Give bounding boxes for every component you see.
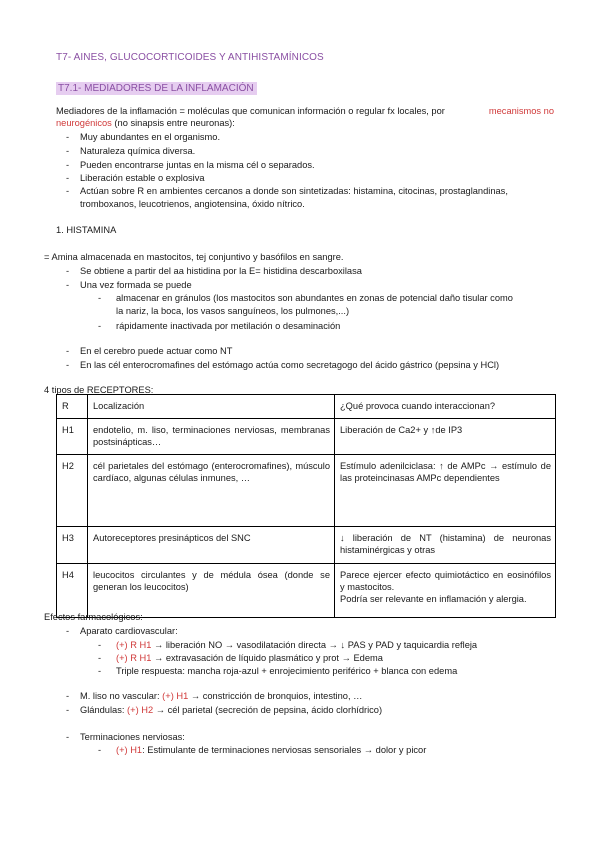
bullet-dash: - [66,360,70,370]
receptores-table [56,394,556,618]
efecto-highlight: (+) H1 [162,691,189,701]
efecto-cardio-2 [116,652,383,664]
efecto-cardio-3: Triple respuesta: mancha roja-azul + enrojecimiento periférico + blanca con edema [116,666,458,676]
efecto-highlight: (+) R H1 [116,640,152,650]
bullet-dash: - [66,173,70,183]
receptor-effect: Estímulo adenilciclasa: ↑ de AMPc → estímulo de las proteincinasas AMPc dependientes [335,455,556,527]
receptor-effect: Liberación de Ca2+ y ↑de IP3 [335,419,556,455]
efecto-highlight: (+) H2 [127,705,154,715]
sub-bullet-dash: - [98,666,102,676]
sub-bullet-dash: - [98,293,102,303]
bullet-dash: - [66,346,70,356]
efecto-text: → extravasación de líquido plasmático y prot → Edema [153,653,383,663]
bullet-dash: - [66,186,70,196]
efecto-text: → liberación NO → vasodilatación directa → ↓ PAS y PAD y taquicardia refleja [153,640,478,650]
receptor-location: endotelio, m. liso, terminaciones nerviosas, membranas postsinápticas… [88,419,335,455]
efecto-highlight: (+) H1 [116,745,143,755]
intro-bullet-continuation: tromboxanos, leucotrienos, angiotensina, óxido nítrico. [80,199,305,209]
receptor-name: H3 [57,527,88,564]
receptor-location: leucocitos circulantes y de médula ósea (donde se generan los leucocitos) [88,564,335,618]
receptor-location: cél parietales del estómago (enterocromafines), músculo cardíaco, algunas células inmunes, … [88,455,335,527]
efecto-text: Glándulas: [80,705,125,715]
efecto-text: → constricción de bronquios, intestino, … [190,691,363,701]
efecto-highlight: (+) R H1 [116,653,152,663]
histamina-bullet: En el cerebro puede actuar como NT [80,346,233,356]
bullet-dash: - [66,132,70,142]
efecto-cardio-1 [116,639,477,651]
intro-text: Mediadores de la inflamación = moléculas que comunican información o regular fx locales, por [56,106,445,116]
histamina-sub-bullet: almacenar en gránulos (los mastocitos son abundantes en zonas de potencial daño tisular como [116,293,513,303]
table-header-row [57,395,556,419]
efectos-heading: Efectos farmacológicos: [44,612,143,622]
receptor-effect: Parece ejercer efecto quimiotáctico en eosinófilos y mastocitos. [340,570,551,592]
histamina-heading: 1. HISTAMINA [56,225,117,235]
section-heading [56,78,257,96]
intro-bullet: Naturaleza química diversa. [80,146,196,156]
receptor-location: Autoreceptores presinápticos del SNC [88,527,335,564]
table-row [57,455,556,527]
section-heading-text: T7.1- MEDIADORES DE LA INFLAMACIÓN [56,82,257,95]
intro-text-2: (no sinapsis entre neuronas): [114,118,235,128]
bullet-dash: - [66,732,70,742]
histamina-bullet: Se obtiene a partir del aa histidina por la E= histidina descarboxilasa [80,266,362,276]
sub-bullet-dash: - [98,653,102,663]
bullet-dash: - [66,266,70,276]
efecto-text: M. liso no vascular: [80,691,160,701]
receptor-effect: ↓ liberación de NT (histamina) de neuronas histaminérgicas y otras [335,527,556,564]
receptor-name: H2 [57,455,88,527]
intro-bullet: Actúan sobre R en ambientes cercanos a donde son sintetizadas: histamina, citocinas, prostaglandinas, [80,186,508,196]
table-row [57,527,556,564]
histamina-bullet: En las cél enterocromafines del estómago actúa como secretagogo del ácido gástrico (pepsina y HCl) [80,360,500,370]
receptor-name: H4 [57,564,88,618]
efecto-cardio: Aparato cardiovascular: [80,626,178,636]
intro-bullet: Liberación estable o explosiva [80,173,205,183]
table-header-cell: Localización [88,395,335,419]
receptor-effect-cell [335,564,556,618]
intro-bullet: Muy abundantes en el organismo. [80,132,221,142]
table-header-cell: ¿Qué provoca cuando interaccionan? [335,395,556,419]
bullet-dash: - [66,280,70,290]
intro-highlight-2: neurogénicos [56,118,112,128]
sub-bullet-dash: - [98,321,102,331]
histamina-definition: = Amina almacenada en mastocitos, tej conjuntivo y basófilos en sangre. [44,252,344,262]
bullet-dash: - [66,146,70,156]
bullet-dash: - [66,160,70,170]
bullet-dash: - [66,626,70,636]
document-title: T7- AINES, GLUCOCORTICOIDES Y ANTIHISTAMÍNICOS [56,52,324,63]
efecto-terminaciones-1 [116,744,426,756]
table-row [57,564,556,618]
efecto-terminaciones: Terminaciones nerviosas: [80,732,185,742]
receptor-name: H1 [57,419,88,455]
sub-bullet-dash: - [98,745,102,755]
bullet-dash: - [66,705,70,715]
histamina-bullet: Una vez formada se puede [80,280,192,290]
efecto-musculo-liso [80,690,362,702]
histamina-sub-bullet-continuation: la nariz, la boca, los vasos sanguíneos, los pulmones,...) [116,306,350,316]
efecto-text: → cél parietal (secreción de pepsina, ácido clorhídrico) [155,705,383,715]
bullet-dash: - [66,691,70,701]
intro-line-2 [56,117,235,129]
efecto-text: : Estimulante de terminaciones nerviosas sensoriales → dolor y picor [142,745,427,755]
receptor-effect-note: Podría ser relevante en inflamación y alergia. [340,594,527,604]
table-row [57,419,556,455]
receptores-label: 4 tipos de RECEPTORES: [44,385,154,395]
sub-bullet-dash: - [98,640,102,650]
intro-highlight: mecanismos no [488,106,554,116]
intro-bullet: Pueden encontrarse juntas en la misma cél o separados. [80,160,315,170]
histamina-sub-bullet: rápidamente inactivada por metilación o desaminación [116,321,341,331]
table-header-cell: R [57,395,88,419]
efecto-glandulas [80,704,382,716]
intro-line-1 [56,105,554,117]
